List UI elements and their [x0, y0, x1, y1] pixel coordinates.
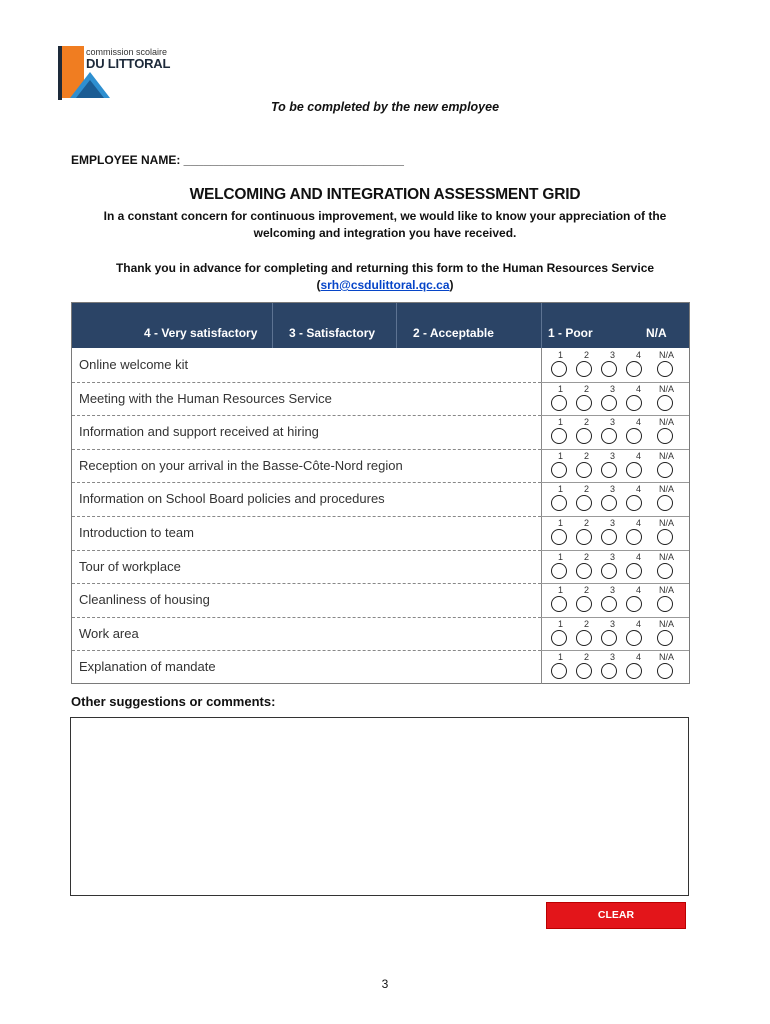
item-label: Reception on your arrival in the Basse-Côte-Nord region [79, 457, 403, 473]
item-label: Work area [79, 625, 139, 641]
rating-option-label: 2 [584, 518, 590, 528]
rating-radio-4[interactable] [626, 495, 642, 511]
rating-option-label: 4 [636, 383, 642, 394]
row-divider [72, 650, 541, 651]
item-label: Introduction to team [79, 525, 194, 540]
rating-option-label: 4 [636, 518, 642, 528]
rating-option-label: N/A [659, 652, 675, 663]
assessment-row [72, 382, 689, 416]
rating-radio-na[interactable] [657, 663, 673, 679]
rating-radio-1[interactable] [551, 395, 567, 411]
rating-radio-3[interactable] [601, 495, 617, 511]
rating-radio-3[interactable] [601, 361, 617, 377]
rating-option-label: 1 [558, 350, 564, 360]
other-suggestions-label: Other suggestions or comments: [71, 694, 276, 709]
rating-radio-4[interactable] [626, 529, 642, 545]
item-label: Tour of workplace [79, 558, 181, 574]
rating-radio-4[interactable] [626, 596, 642, 612]
rating-divider [541, 550, 689, 551]
rating-radio-na[interactable] [657, 630, 673, 646]
assessment-row [72, 550, 689, 584]
page-title: WELCOMING AND INTEGRATION ASSESSMENT GRID [189, 186, 581, 203]
rating-option-label: 4 [636, 484, 642, 495]
assessment-row [72, 482, 689, 516]
row-divider [72, 550, 541, 551]
rating-option-label: N/A [659, 484, 675, 495]
rating-option-label: 3 [610, 618, 616, 629]
rating-radio-4[interactable] [626, 428, 642, 444]
rating-option-label: 2 [584, 417, 590, 428]
rating-option-label: 2 [584, 350, 590, 360]
rating-option-label: 4 [636, 417, 642, 428]
email-line: (srh@csdulittoral.qc.ca) [316, 278, 454, 292]
rating-option-label: 2 [584, 652, 590, 663]
rating-radio-3[interactable] [601, 529, 617, 545]
logo-text-top: commission scolaire [86, 47, 168, 57]
rating-radio-1[interactable] [551, 361, 567, 377]
rating-divider [541, 583, 689, 584]
scale-satisfactory: 3 - Satisfactory [289, 326, 376, 340]
rating-option-label: N/A [659, 383, 675, 394]
rating-option-label: 2 [584, 484, 590, 495]
logo-text-main: DU LITTORAL [86, 56, 171, 71]
item-label: Information on School Board policies and procedures [79, 491, 385, 507]
row-divider [72, 482, 541, 483]
rating-divider [541, 449, 689, 450]
rating-radio-1[interactable] [551, 630, 567, 646]
rating-divider [541, 650, 689, 651]
assessment-grid [71, 302, 690, 684]
scale-poor: 1 - Poor [548, 326, 593, 340]
rating-option-label: 2 [584, 618, 590, 629]
rating-divider [541, 415, 689, 416]
item-label: Meeting with the Human Resources Service [79, 390, 332, 406]
rating-option-label: 1 [558, 551, 564, 562]
rating-option-label: 3 [610, 350, 616, 360]
rating-radio-3[interactable] [601, 630, 617, 646]
employee-name-field[interactable]: EMPLOYEE NAME: _________________________________ [71, 153, 404, 167]
intro-text [0, 208, 770, 242]
rating-option-label: 4 [636, 350, 642, 360]
assessment-row [72, 516, 689, 550]
rating-radio-1[interactable] [551, 529, 567, 545]
rating-option-label: 2 [584, 450, 590, 461]
rating-option-label: 1 [558, 618, 564, 629]
rating-divider [541, 516, 689, 517]
rating-option-label: 1 [558, 383, 564, 394]
item-label: Online welcome kit [79, 357, 189, 372]
rating-radio-4[interactable] [626, 663, 642, 679]
rating-option-label: N/A [659, 417, 675, 428]
assessment-row [72, 617, 689, 651]
rating-option-label: 3 [610, 652, 616, 663]
rating-radio-1[interactable] [551, 663, 567, 679]
intro-line-2: welcoming and integration you have received. [253, 226, 517, 240]
scale-acceptable: 2 - Acceptable [413, 326, 494, 340]
rating-radio-3[interactable] [601, 596, 617, 612]
row-divider [72, 415, 541, 416]
rating-radio-3[interactable] [601, 663, 617, 679]
rating-option-label: N/A [659, 585, 675, 596]
rating-option-label: N/A [659, 450, 675, 461]
row-divider [72, 617, 541, 618]
rating-option-label: 3 [610, 417, 616, 428]
subtitle: To be completed by the new employee [270, 100, 500, 114]
rating-radio-2[interactable] [576, 630, 592, 646]
rating-radio-1[interactable] [551, 428, 567, 444]
rating-radio-4[interactable] [626, 462, 642, 478]
rating-radio-2[interactable] [576, 663, 592, 679]
rating-radio-na[interactable] [657, 428, 673, 444]
rating-option-label: 3 [610, 518, 616, 528]
assessment-row [72, 415, 689, 449]
rating-radio-1[interactable] [551, 495, 567, 511]
rating-divider [541, 617, 689, 618]
assessment-row [72, 650, 689, 684]
rating-option-label: 1 [558, 518, 564, 528]
rating-divider [541, 482, 689, 483]
rating-radio-4[interactable] [626, 395, 642, 411]
rating-radio-na[interactable] [657, 596, 673, 612]
rating-option-label: 4 [636, 618, 642, 629]
rating-radio-2[interactable] [576, 462, 592, 478]
scale-very-satisfactory: 4 - Very satisfactory [144, 326, 258, 340]
rating-option-label: N/A [659, 518, 675, 528]
rating-radio-na[interactable] [657, 529, 673, 545]
rating-radio-4[interactable] [626, 563, 642, 579]
rating-divider [541, 382, 689, 383]
scale-header [72, 303, 689, 348]
rating-option-label: 1 [558, 450, 564, 461]
intro-line-1: In a constant concern for continuous improvement, we would like to know your appreciation of the [103, 209, 667, 223]
row-divider [72, 449, 541, 450]
rating-option-label: 1 [558, 417, 564, 428]
rating-option-label: 3 [610, 383, 616, 394]
rating-option-label: N/A [659, 618, 675, 629]
rating-option-label: 1 [558, 585, 564, 596]
scale-na: N/A [646, 326, 667, 340]
rating-radio-3[interactable] [601, 428, 617, 444]
thanks-line: Thank you in advance for completing and returning this form to the Human Resources Service [115, 261, 655, 275]
rating-option-label: 3 [610, 585, 616, 596]
rating-radio-na[interactable] [657, 495, 673, 511]
rating-radio-na[interactable] [657, 563, 673, 579]
page-number: 3 [381, 977, 389, 991]
rating-option-label: 4 [636, 551, 642, 562]
rating-option-label: 2 [584, 585, 590, 596]
rating-option-label: 1 [558, 652, 564, 663]
item-label: Information and support received at hiring [79, 424, 319, 440]
item-label: Cleanliness of housing [79, 592, 210, 608]
rating-radio-na[interactable] [657, 361, 673, 377]
rating-radio-3[interactable] [601, 395, 617, 411]
rating-option-label: 1 [558, 484, 564, 495]
rating-radio-2[interactable] [576, 596, 592, 612]
row-divider [72, 583, 541, 584]
assessment-row [72, 583, 689, 617]
rating-option-label: 3 [610, 450, 616, 461]
rating-radio-1[interactable] [551, 462, 567, 478]
rating-option-label: 2 [584, 383, 590, 394]
hr-email-link[interactable]: srh@csdulittoral.qc.ca [320, 278, 450, 292]
rating-radio-2[interactable] [576, 563, 592, 579]
rating-radio-3[interactable] [601, 563, 617, 579]
rating-option-label: 4 [636, 652, 642, 663]
assessment-row [72, 348, 689, 382]
rating-radio-4[interactable] [626, 630, 642, 646]
assessment-row [72, 449, 689, 483]
rating-option-label: 4 [636, 450, 642, 461]
rating-radio-2[interactable] [576, 529, 592, 545]
rating-radio-2[interactable] [576, 361, 592, 377]
rating-option-label: 3 [610, 484, 616, 495]
rating-radio-2[interactable] [576, 428, 592, 444]
row-divider [72, 382, 541, 383]
item-label: Explanation of mandate [79, 659, 216, 675]
comments-textarea[interactable] [70, 717, 689, 896]
rating-radio-1[interactable] [551, 563, 567, 579]
rating-radio-2[interactable] [576, 495, 592, 511]
rating-radio-1[interactable] [551, 596, 567, 612]
rating-radio-4[interactable] [626, 361, 642, 377]
rating-radio-na[interactable] [657, 462, 673, 478]
thanks-text [0, 260, 770, 294]
clear-button[interactable]: CLEAR [546, 902, 686, 929]
rating-radio-na[interactable] [657, 395, 673, 411]
rating-radio-2[interactable] [576, 395, 592, 411]
rating-option-label: 2 [584, 551, 590, 562]
rating-option-label: 3 [610, 551, 616, 562]
row-divider [72, 516, 541, 517]
rating-option-label: 4 [636, 585, 642, 596]
rating-option-label: N/A [659, 551, 675, 562]
rating-radio-3[interactable] [601, 462, 617, 478]
rating-option-label: N/A [659, 350, 675, 360]
